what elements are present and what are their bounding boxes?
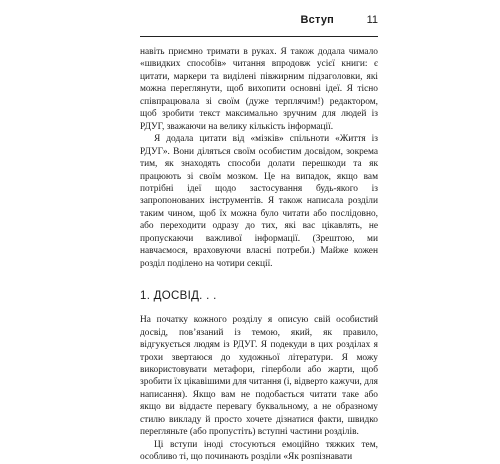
paragraph-experience: На початку кожного розділу я описую свій особистий досвід, пов’язаний із темою, який, як правило, відгукується людям із РДУГ. Я подекуди в цих розділах я трохи звертаюся до художньої літератури. Я можу використовувати метафори, гіперболи або жарти, щоб зробити їх цікавішими для читання (і, відверто кажучи, для написання). Якщо вам не подобається читати таке або якщо ви віддаєте перевагу буквальному, а не образному стилю викладу й просто хочете дізнатися факти, швидко перегляньте (або пропустіть) вступні частини розділів. (140, 315, 378, 438)
section-heading: 1. ДОСВІД. . . (140, 290, 217, 303)
paragraph-quotes: Я додала цитати від «мізків» спільноти «Життя із РДУГ». Вони діляться своїм особистим досвідом, зокрема тим, як знаходять способи долати перешкоди та як працюють зі своїм мозком. Це на випадок, якщо вам потрібні ідеї щодо застосування будь-якого із запропонованих інструментів. Я також написала розділи таким чином, щоб їх можна було читати або послідовно, або переходити одразу до тих, які вас цікавлять, не пропускаючи важливої інформації. (Зрештою, ми навчаємося, враховуючи власні потреби.) Майже кожен розділ поділено на чотири секції. (140, 134, 378, 269)
running-header (140, 14, 378, 36)
page-number: 11 (366, 14, 378, 26)
header-rule (140, 36, 378, 37)
paragraph-continuation: навіть приємно тримати в руках. Я також додала чимало «швидких способів» читання впродовж усієї книги: є цитати, маркери та виділені півжирним підзаголовки, які можна переглянути, щоб вихопити основні ідеї. Я тісно співпрацювала зі своїм (дуже терплячим!) редактором, щоб зробити текст максимально зручним для людей із РДУГ, зважаючи на велику кількість інформації. (140, 47, 378, 132)
paragraph-intros: Ці вступи іноді стосуються емоційно тяжких тем, особливо ті, що починають розділи «Як розпізнавати (140, 439, 378, 463)
chapter-title: Вступ (300, 14, 334, 26)
page-body (140, 46, 378, 464)
